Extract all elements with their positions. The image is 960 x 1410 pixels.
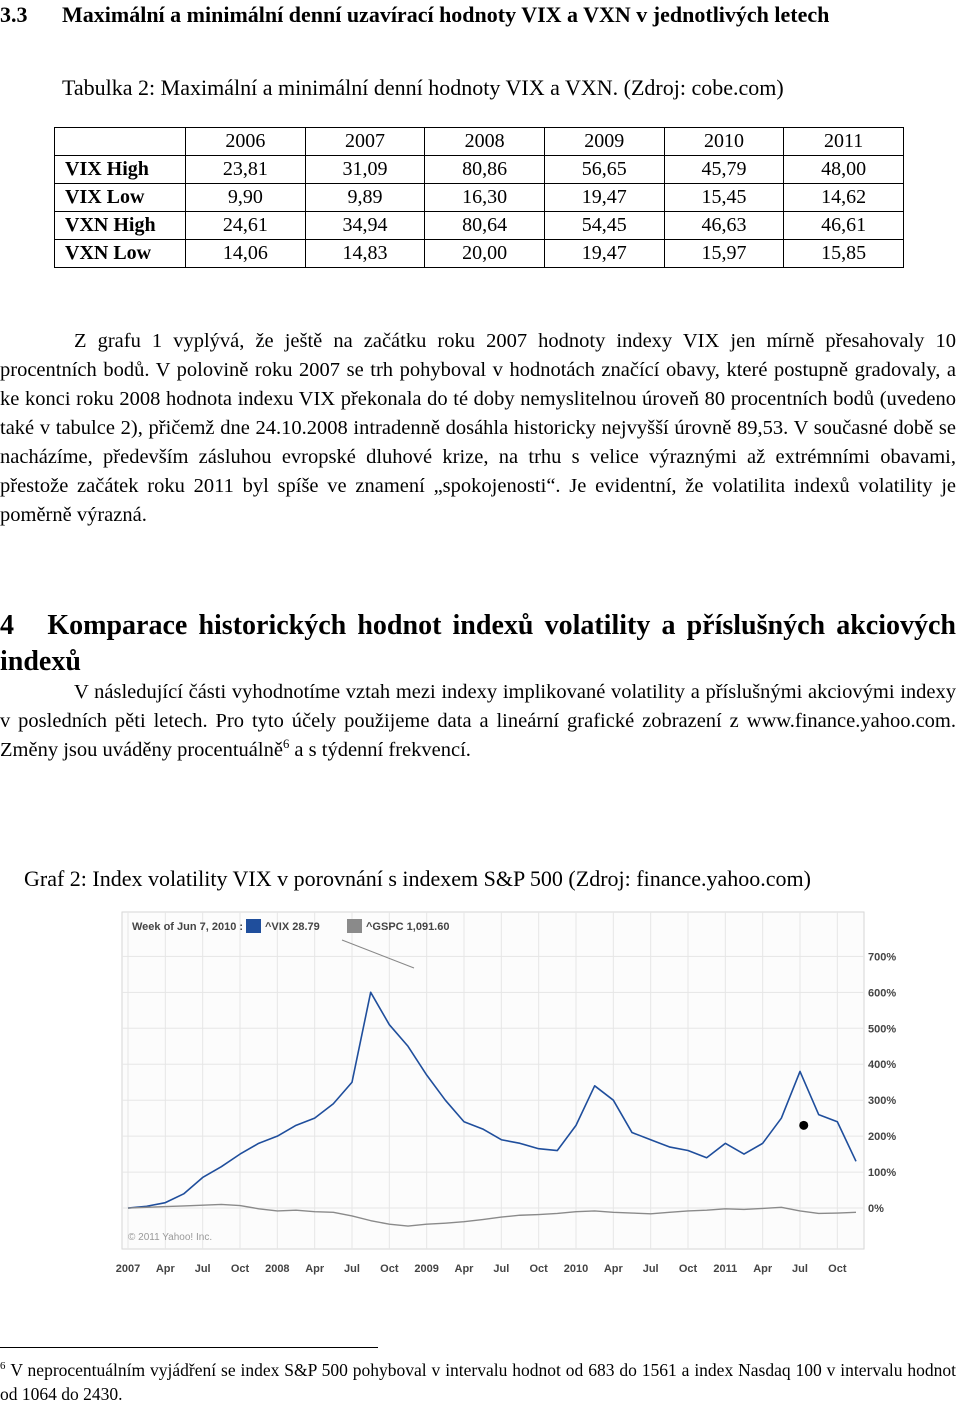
- chart-header-label: Week of Jun 7, 2010 :: [132, 921, 244, 933]
- table-cell: 80,86: [425, 156, 545, 184]
- x-tick-label: 2011: [713, 1263, 738, 1275]
- x-tick-label: Jul: [493, 1263, 510, 1275]
- year-header: 2010: [664, 128, 784, 156]
- x-tick-label: Oct: [230, 1263, 250, 1275]
- y-tick-label: 300%: [868, 1095, 897, 1108]
- table-cell: 14,83: [305, 240, 425, 268]
- x-tick-label: 2007: [115, 1263, 141, 1275]
- chapter-number: 4: [0, 610, 14, 641]
- year-header: 2011: [784, 128, 904, 156]
- x-tick-label: Oct: [529, 1263, 548, 1275]
- year-header: 2006: [186, 128, 306, 156]
- x-tick-label: Jul: [642, 1263, 659, 1275]
- table-row: [55, 156, 904, 184]
- table-cell: 56,65: [544, 156, 664, 184]
- chapter-title: Komparace historických hodnot indexů volatility a příslušných akciových indexů: [0, 610, 956, 677]
- footnote-separator: [0, 1347, 378, 1348]
- year-header: 2008: [425, 128, 545, 156]
- paragraph-text: Z grafu 1 vyplývá, že ještě na začátku roku 2007 hodnoty indexy VIX jen mírně přesahovaly 10 procentních bodů. V polovině roku 2007 se trh pohyboval v hodnotách značící obavy, které postupně gradovaly, a ke konci roku 2008 hodnota indexu VIX překonala do té doby nemyslitelnou úroveň 80 procentních bodů (uvedeno také v tabulce 2), přičemž dne 24.10.2008 intradenně dosáhla historicky nejvyšší úrovně 89,53. V současné době se nacházíme, především zásluhou evropské dluhové krize, na trhu s velice výraznými až extrémními obavami, přestože začátek roku 2011 byl spíše ve znamení „spokojenosti“. Je evidentní, že volatilita indexů volatility je poměrně výrazná.: [0, 330, 956, 526]
- x-tick-label: 2008: [265, 1263, 290, 1275]
- row-label: VXN Low: [55, 240, 186, 268]
- table-cell: 14,62: [784, 184, 904, 212]
- x-tick-label: Apr: [753, 1263, 773, 1275]
- table-cell: 19,47: [544, 240, 664, 268]
- table-cell: 48,00: [784, 156, 904, 184]
- table-cell: 14,06: [186, 240, 306, 268]
- x-tick-label: 2010: [563, 1263, 589, 1275]
- x-tick-label: Apr: [603, 1263, 623, 1275]
- x-tick-label: Apr: [155, 1263, 175, 1275]
- footnote-number: 6: [0, 1360, 6, 1373]
- chart-copyright: © 2011 Yahoo! Inc.: [128, 1232, 213, 1243]
- table-cell: 31,09: [305, 156, 425, 184]
- body-paragraph: [0, 327, 956, 530]
- paragraph-text-part: a s týdenní frekvencí.: [289, 739, 471, 761]
- table-cell: 15,85: [784, 240, 904, 268]
- footnote: [0, 1358, 956, 1406]
- row-label: VIX Low: [55, 184, 186, 212]
- table-row: [55, 184, 904, 212]
- x-tick-label: Oct: [828, 1263, 847, 1275]
- table-cell: 54,45: [544, 212, 664, 240]
- chapter-heading: [0, 608, 956, 680]
- y-tick-label: 0%: [868, 1203, 884, 1216]
- table-cell: 34,94: [305, 212, 425, 240]
- year-header: 2007: [305, 128, 425, 156]
- x-tick-label: Oct: [678, 1263, 698, 1275]
- table-header-row: [55, 128, 904, 156]
- chart-svg: [115, 912, 920, 1282]
- x-tick-label: Oct: [380, 1263, 399, 1275]
- y-tick-label: 600%: [868, 987, 897, 1000]
- y-tick-label: 100%: [868, 1167, 897, 1180]
- body-paragraph: [0, 678, 956, 765]
- table-cell: 46,61: [784, 212, 904, 240]
- table-cell: 19,47: [544, 184, 664, 212]
- table-cell: 23,81: [186, 156, 306, 184]
- table-cell: 20,00: [425, 240, 545, 268]
- footnote-reference[interactable]: 6: [282, 737, 290, 752]
- x-tick-label: Jul: [792, 1263, 808, 1275]
- table-row: [55, 212, 904, 240]
- section-number: 3.3: [0, 2, 28, 27]
- row-label: VIX High: [55, 156, 186, 184]
- table-cell: 45,79: [664, 156, 784, 184]
- footnote-text: V neprocentuálním vyjádření se index S&P 500 pohyboval v intervalu hodnot od 683 do 1561 a index Nasdaq 100 v intervalu hodnot od 1064 do 2430.: [0, 1360, 956, 1404]
- legend-swatch-vix: [246, 919, 261, 933]
- selected-week-marker: [799, 1121, 808, 1130]
- y-tick-label: 400%: [868, 1059, 897, 1072]
- x-tick-label: Jul: [194, 1263, 211, 1275]
- paragraph-text-part: V následující části vyhodnotíme vztah mezi indexy implikované volatility a příslušnými akciovými indexy v posledních pěti letech. Pro tyto účely použijeme data a lineární grafické zobrazení z www.finance.yahoo.com. Změny jsou uváděny procentuálně: [0, 681, 956, 761]
- legend-label-vix: ^VIX 28.79: [265, 921, 320, 933]
- table-cell: 9,89: [305, 184, 425, 212]
- table-cell: 15,45: [664, 184, 784, 212]
- table-cell: 15,97: [664, 240, 784, 268]
- x-tick-label: Apr: [454, 1263, 474, 1275]
- y-tick-label: 200%: [868, 1131, 897, 1144]
- paragraph-text: [0, 678, 956, 765]
- y-tick-label: 500%: [868, 1023, 897, 1036]
- table-caption: Tabulka 2: Maximální a minimální denní hodnoty VIX a VXN. (Zdroj: cobe.com): [62, 75, 784, 100]
- section-title: Maximální a minimální denní uzavírací hodnoty VIX a VXN v jednotlivých letech: [62, 2, 830, 27]
- x-tick-label: Jul: [344, 1263, 360, 1275]
- year-header: 2009: [544, 128, 664, 156]
- table-cell: 9,90: [186, 184, 306, 212]
- section-heading: [0, 2, 960, 28]
- legend-swatch-gspc: [347, 919, 362, 933]
- table-cell: 46,63: [664, 212, 784, 240]
- x-tick-label: Apr: [305, 1263, 325, 1275]
- figure-caption: Graf 2: Index volatility VIX v porovnání s indexem S&P 500 (Zdroj: finance.yahoo.com): [24, 866, 811, 891]
- y-tick-label: 700%: [868, 951, 897, 964]
- vix-vxn-table: [54, 127, 904, 268]
- table-row: [55, 240, 904, 268]
- vix-vs-sp500-chart: [115, 912, 920, 1282]
- row-label: VXN High: [55, 212, 186, 240]
- x-tick-label: 2009: [414, 1263, 439, 1275]
- table-cell: 24,61: [186, 212, 306, 240]
- table-cell: 16,30: [425, 184, 545, 212]
- table-cell: 80,64: [425, 212, 545, 240]
- table-corner-cell: [55, 128, 186, 156]
- legend-label-gspc: ^GSPC 1,091.60: [366, 921, 450, 933]
